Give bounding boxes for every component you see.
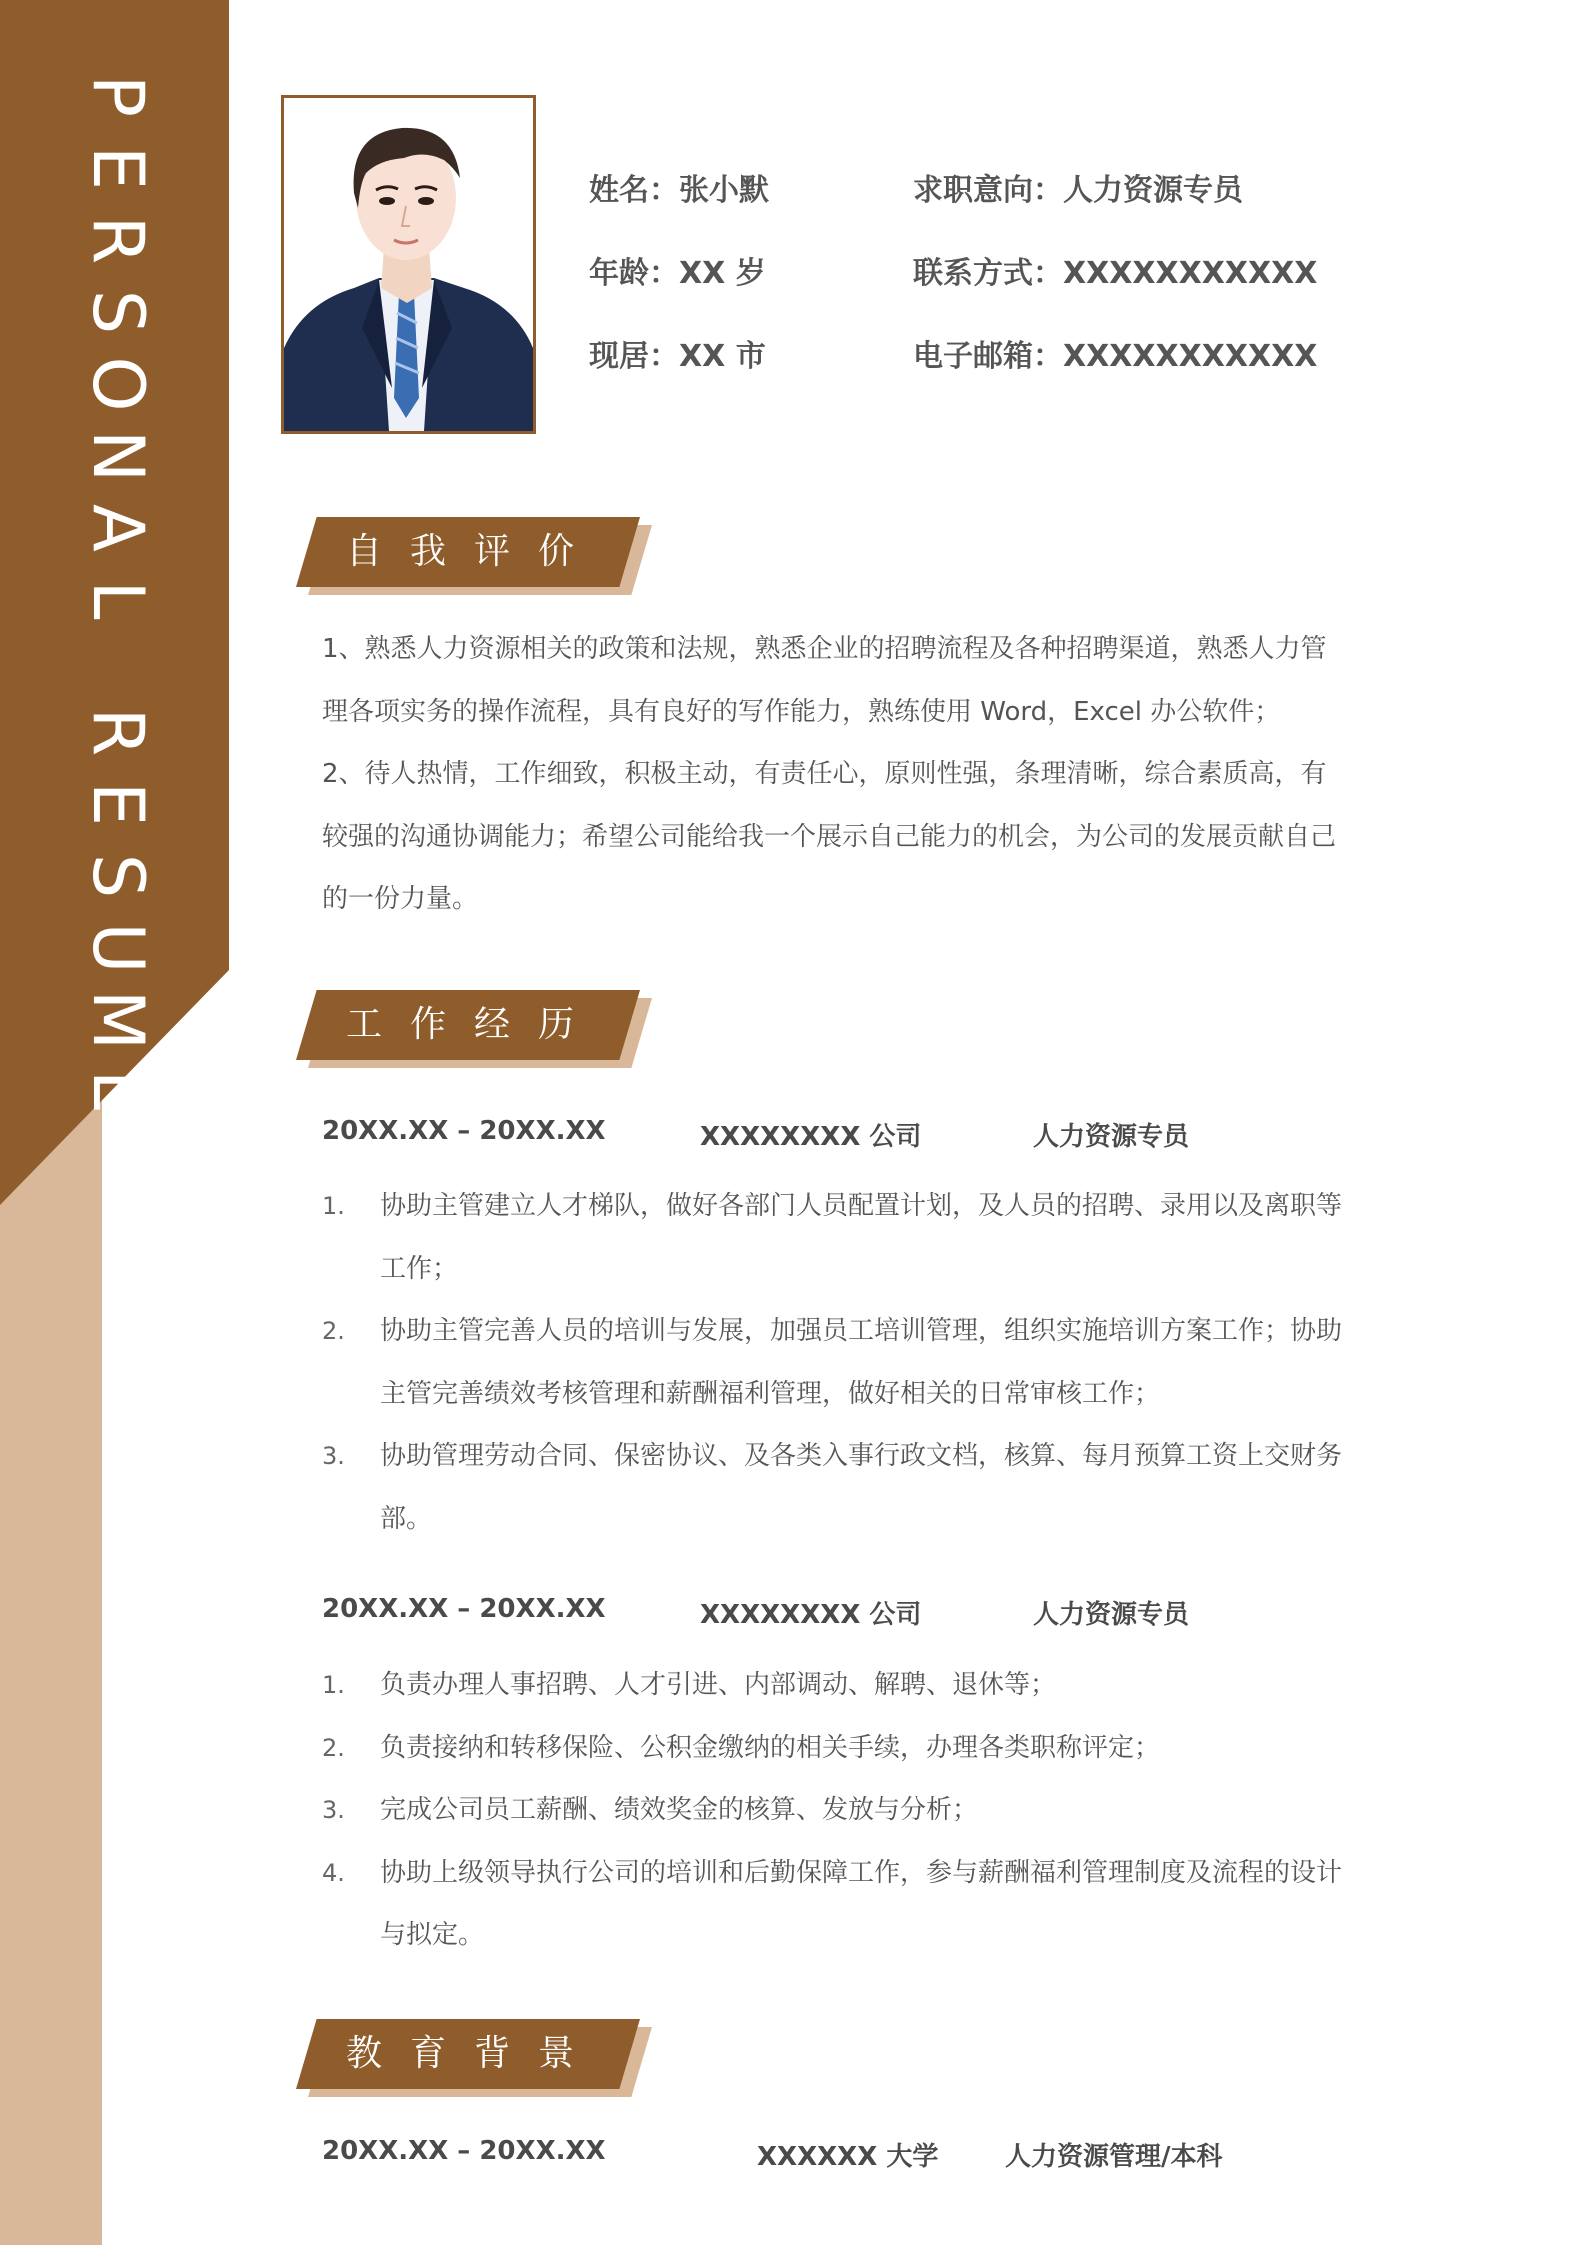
list-item (322, 1300, 1432, 1425)
list-text: 负责接纳和转移保险、公积金缴纳的相关手续，办理各类职称评定； (380, 1732, 1161, 1763)
sidebar-title-letter: E (77, 781, 159, 827)
list-item (322, 1842, 1432, 1967)
list-text: 完成公司员工薪酬、绩效奖金的核算、发放与分析； (380, 1795, 979, 1825)
age-label: 年龄： (589, 256, 679, 291)
list-number: 1. (322, 1192, 345, 1220)
job2-duties (322, 1654, 1432, 1967)
list-number: 4. (322, 1858, 345, 1887)
sidebar-title-resume (68, 696, 168, 1128)
sidebar-title-letter: A (77, 504, 159, 552)
list-text: 工作； (380, 1253, 459, 1284)
info-city (589, 331, 766, 375)
list-text: 主管完善绩效考核管理和薪酬福利管理，做好相关的日常审核工作； (380, 1378, 1161, 1409)
sidebar-title-letter: R (77, 215, 159, 265)
education-heading: 教育背景 (346, 2033, 603, 2074)
sidebar-title-letter: P (77, 74, 159, 118)
sidebar-title-letter: S (77, 289, 159, 335)
objective-label: 求职意向： (913, 173, 1063, 208)
list-text: 与拟定。 (380, 1920, 485, 1950)
sidebar-title-letter: M (77, 989, 159, 1051)
email-value: XXXXXXXXXXX (1063, 339, 1318, 374)
list-number: 2. (322, 1317, 345, 1345)
city-label: 现居： (589, 339, 679, 374)
age-value: XX 岁 (679, 256, 766, 291)
self-eval-heading: 自我评价 (346, 531, 603, 572)
list-text: 协助主管建立人才梯队，做好各部门人员配置计划，及人员的招聘、录用以及离职等 (380, 1191, 1343, 1221)
list-item (322, 1717, 1432, 1780)
job1-duties (322, 1175, 1432, 1550)
job1-period: 20XX.XX – 20XX.XX (322, 1116, 606, 1146)
edu-major: 人力资源管理/本科 (1005, 2142, 1223, 2172)
sidebar-title-letter: S (77, 853, 159, 899)
section-header-work (296, 990, 652, 1068)
name-label: 姓名： (589, 173, 679, 208)
city-value: XX 市 (679, 339, 766, 374)
list-number: 1. (322, 1671, 345, 1699)
sidebar-title-letter: E (77, 145, 159, 191)
work-heading: 工作经历 (346, 1004, 603, 1045)
email-label: 电子邮箱： (913, 339, 1063, 374)
self-eval-line: 的一份力量。 (322, 884, 479, 914)
list-item (322, 1779, 1432, 1842)
job2-period: 20XX.XX – 20XX.XX (322, 1594, 606, 1624)
objective-value: 人力资源专员 (1063, 173, 1243, 208)
job1-company: XXXXXXXX 公司 (700, 1122, 922, 1152)
self-eval-line: 较强的沟通协调能力；希望公司能给我一个展示自己能力的机会，为公司的发展贡献自己 (322, 821, 1337, 852)
sidebar-title-letter: L (77, 580, 159, 620)
job1-role: 人力资源专员 (1033, 1122, 1190, 1152)
list-item (322, 1654, 1432, 1717)
list-text: 协助主管完善人员的培训与发展，加强员工培训管理，组织实施培训方案工作；协助 (380, 1316, 1343, 1346)
job2-company: XXXXXXXX 公司 (700, 1600, 922, 1630)
list-number: 2. (322, 1733, 345, 1762)
phone-label: 联系方式： (913, 256, 1063, 291)
info-email (913, 331, 1317, 375)
edu-period: 20XX.XX – 20XX.XX (322, 2136, 606, 2166)
sidebar-title-letter: U (77, 922, 159, 974)
self-eval-line: 1、熟悉人力资源相关的政策和法规，熟悉企业的招聘流程及各种招聘渠道，熟悉人力管 (322, 634, 1327, 664)
self-eval-text (322, 618, 1422, 931)
edu-school: XXXXXX 大学 (757, 2142, 939, 2172)
portrait-illustration-icon (284, 98, 533, 431)
name-value: 张小默 (679, 173, 769, 208)
sidebar-title-personal (68, 60, 168, 636)
section-header-self-eval (296, 517, 652, 595)
info-objective (913, 165, 1243, 209)
list-text: 部。 (380, 1503, 433, 1534)
info-phone (913, 248, 1317, 292)
info-name (589, 165, 769, 209)
list-number: 3. (322, 1442, 345, 1470)
list-text: 协助上级领导执行公司的培训和后勤保障工作，参与薪酬福利管理制度及流程的设计 (380, 1857, 1343, 1888)
sidebar-title-letter: R (77, 707, 159, 757)
sidebar-title-letter: N (77, 429, 159, 483)
list-text: 负责办理人事招聘、人才引进、内部调动、解聘、退休等； (380, 1670, 1057, 1700)
profile-photo (281, 95, 536, 434)
list-item (322, 1175, 1432, 1300)
self-eval-line: 2、待人热情，工作细致，积极主动，有责任心，原则性强，条理清晰，综合素质高，有 (322, 759, 1327, 789)
section-header-education (296, 2019, 652, 2097)
sidebar-title (68, 60, 168, 1128)
sidebar-title-letter: E (77, 1069, 159, 1115)
phone-value: XXXXXXXXXXX (1063, 256, 1318, 291)
list-text: 协助管理劳动合同、保密协议、及各类入事行政文档，核算、每月预算工资上交财务 (380, 1441, 1343, 1471)
self-eval-line: 理各项实务的操作流程，具有良好的写作能力，熟练使用 Word，Excel 办公软件； (322, 696, 1281, 727)
job2-role: 人力资源专员 (1033, 1600, 1190, 1630)
sidebar-title-letter: O (77, 356, 159, 412)
info-age (589, 248, 766, 292)
list-item (322, 1425, 1432, 1550)
list-number: 3. (322, 1796, 345, 1824)
